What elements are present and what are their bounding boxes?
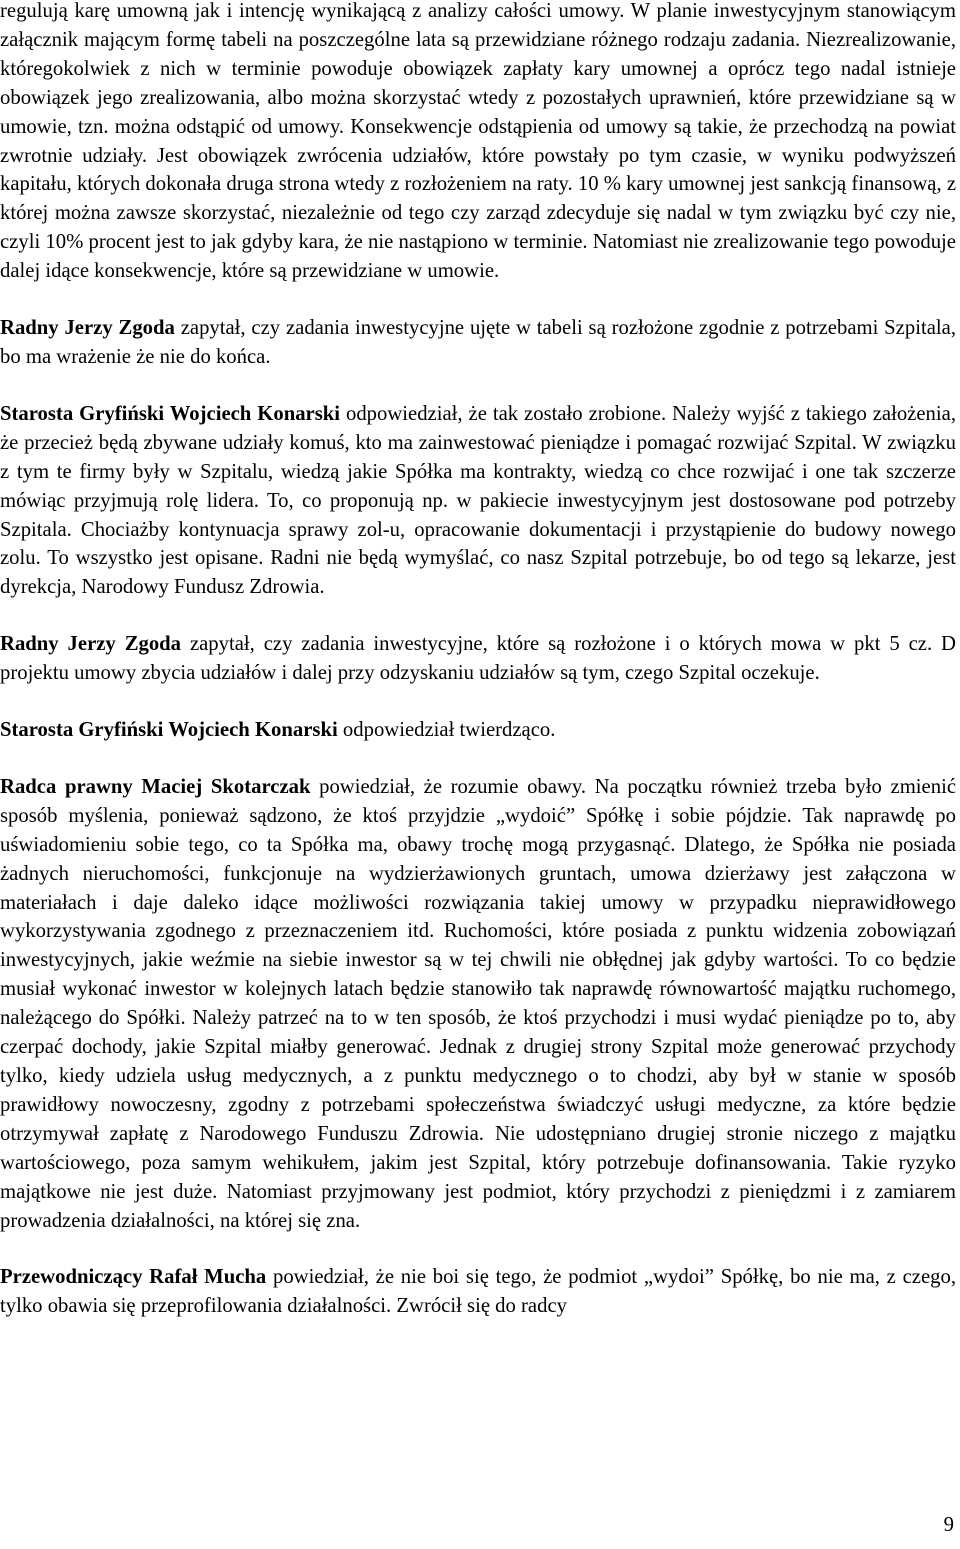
page-number: 9 [943,1514,954,1536]
paragraph [0,0,956,286]
paragraph [0,400,956,602]
paragraph-text: powiedział, że nie boi się tego, że podmiot „wydoi” Spółkę, bo nie ma, z czego, tylko obawia się przeprofilowania działalności. Zwrócił się do radcy [0,1266,956,1318]
paragraph [0,1263,956,1321]
paragraph-text: regulują karę umowną jak i intencję wynikającą z analizy całości umowy. W planie inwestycyjnym stanowiącym załącznik mającym formę tabeli na poszczególne lata są przewidziane różnego rodzaju zadania. Niezrealizowanie, któregokolwiek z nich w terminie powoduje obowiązek zapłaty kary umownej a oprócz tego nadal istnieje obowiązek jego zrealizowania, albo można skorzystać wtedy z pozostałych uprawnień, które przewidziane są w umowie, tzn. można odstąpić od umowy. Konsekwencje odstąpienia od umowy są takie, że przechodzą na powiat zwrotnie udziały. Jest obowiązek zwrócenia udziałów, które powstały po tym czasie, w wyniku podwyższeń kapitału, których dokonała druga strona wtedy z rozłożeniem na raty. 10 % kary umownej jest sankcją finansową, z której można zawsze skorzystać, niezależnie od tego czy zarząd zdecyduje się nadal w tym związku być czy nie, czyli 10% procent jest to jak gdyby kara, że nie nastąpiono w terminie. Natomiast nie zrealizowanie tego powoduje dalej idące konsekwencje, które są przewidziane w umowie. [0,0,956,283]
paragraph-text: odpowiedział, że tak zostało zrobione. Należy wyjść z takiego założenia, że przecież będą zbywane udziały komuś, kto ma zainwestować pieniądze i pomagać rozwijać Szpital. W związku z tym te firmy były w Szpitalu, wiedzą jakie Spółka ma kontrakty, wiedzą co chce rozwijać i one tak szczerze mówiąc przyjmują rolę lidera. To, co proponują np. w pakiecie inwestycyjnym jest dostosowane pod potrzeby Szpitala. Chociażby kontynuacja sprawy zol-u, opracowanie dokumentacji i przystąpienie do budowy nowego zolu. To wszystko jest opisane. Radni nie będą wymyślać, co nasz Szpital potrzebuje, bo od tego są lekarze, jest dyrekcja, Narodowy Fundusz Zdrowia. [0,402,956,599]
speaker-name: Starosta Gryfiński Wojciech Konarski [0,402,341,425]
paragraph [0,630,956,688]
paragraph-text: zapytał, czy zadania inwestycyjne, które są rozłożone i o których mowa w pkt 5 cz. D projektu umowy zbycia udziałów i dalej przy odzyskaniu udziałów są tym, czego Szpital oczekuje. [0,633,956,685]
paragraph [0,716,956,745]
paragraph-text: zapytał, czy zadania inwestycyjne ujęte w tabeli są rozłożone zgodnie z potrzebami Szpitala, bo ma wrażenie że nie do końca. [0,317,956,368]
paragraph-text: powiedział, że rozumie obawy. Na początku również trzeba było zmienić sposób myślenia, ponieważ sądzono, że ktoś przyjdzie „wydoić” Spółkę i sobie pójdzie. Tak naprawdę po uświadomieniu sobie tego, co ta Spółka ma, obawy trochę mogą przygasnąć. Dlatego, że Spółka nie posiada żadnych nieruchomości, funkcjonuje na wydzierżawionych gruntach, umowa dzierżawy jest załączona w materiałach i daje daleko idące możliwości rozwiązania takiej umowy w przypadku nieprawidłowego wykorzystywania zgodnego z przeznaczeniem itd. Ruchomości, które posiada z punktu widzenia zobowiązań inwestycyjnych, jakie weźmie na siebie inwestor są w tej chwili nie obłędnej jak gdyby wartości. To co będzie musiał wykonać inwestor w kolejnych latach będzie stanowiło tak naprawdę równowartość majątku ruchomego, należącego do Spółki. Należy patrzeć na to w ten sposób, że ktoś przychodzi i musi wydać pieniądze po to, aby czerpać dochody, jakie Szpital miałby generować. Jednak z drugiej strony Szpital może generować przychody tylko, kiedy udziela usług medycznych, a z punktu medycznego o to chodzi, aby był w stanie w sposób prawidłowy nowoczesny, zgodny z potrzebami społeczeństwa świadczyć usługi medyczne, za które będzie otrzymywał zapłatę z Narodowego Funduszu Zdrowia. Nie udostępniano drugiej stronie niczego z majątku wartościowego, poza samym wehikułem, jakim jest Szpital, który potrzebuje dofinansowania. Takie ryzyko majątkowe nie jest duże. Natomiast przyjmowany jest podmiot, który przychodzi z pieniędzmi i z zamiarem prowadzenia działalności, na której się zna. [0,775,956,1232]
speaker-name: Radny Jerzy Zgoda [0,317,175,340]
speaker-name: Przewodniczący Rafał Mucha [0,1266,267,1289]
speaker-name: Radca prawny Maciej Skotarczak [0,775,311,798]
paragraph [0,773,956,1236]
paragraph-text: odpowiedział twierdząco. [337,719,556,742]
speaker-name: Radny Jerzy Zgoda [0,633,182,656]
paragraph [0,314,956,372]
speaker-name: Starosta Gryfiński Wojciech Konarski [0,719,338,742]
